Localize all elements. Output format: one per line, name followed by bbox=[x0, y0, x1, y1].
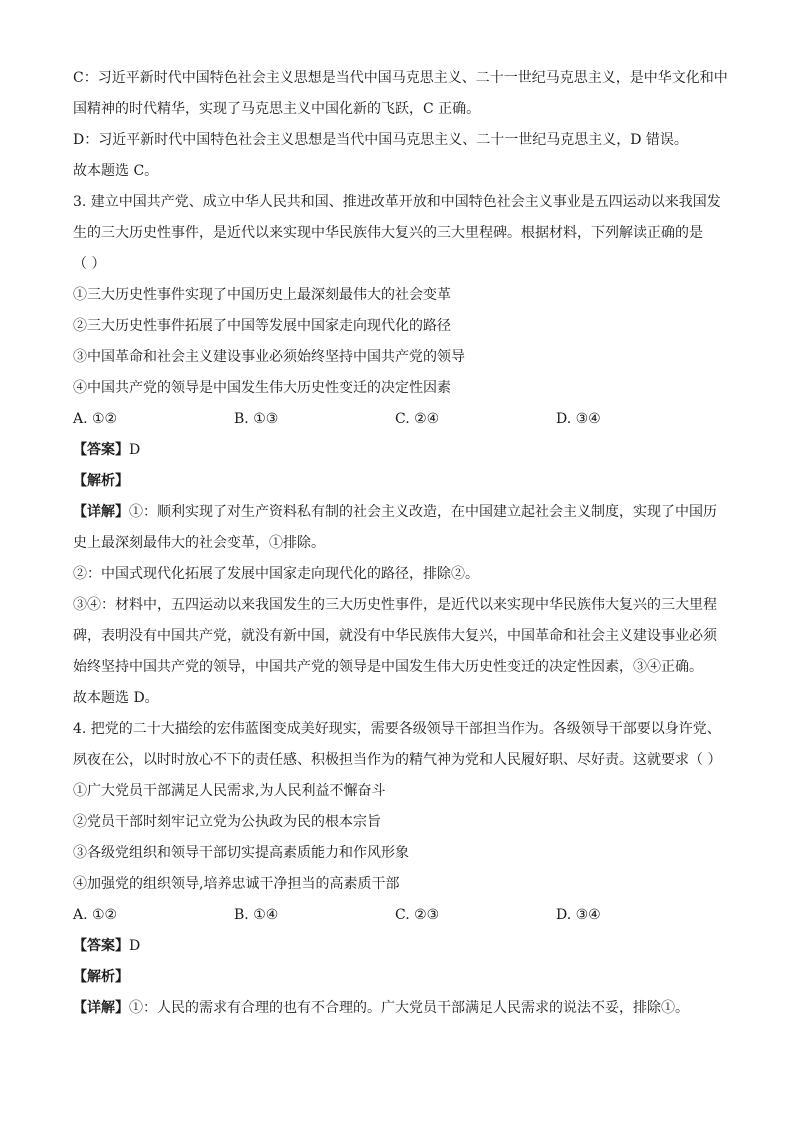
q4-stem-line2: 夙夜在公，以时时放心不下的责任感、积极担当作为的精气神为党和人民履好职、尽好责。这就要求（ ） bbox=[73, 752, 722, 768]
q3-detail-line6: 始终坚持中国共产党的领导，中国共产党的领导是中国发生伟大历史性变迁的决定性因素，③④正确。 bbox=[73, 659, 703, 675]
q4-detail-line1 bbox=[73, 993, 733, 1024]
document-page bbox=[73, 63, 733, 1024]
q3-option-a: A. ①② bbox=[73, 411, 118, 427]
prev-option-c-line2: 国精神的时代精华，实现了马克思主义中国化新的飞跃，C 正确。 bbox=[73, 101, 481, 117]
q3-analysis-label: 【解析】 bbox=[73, 473, 129, 489]
q3-statement-3: ③中国革命和社会主义建设事业必须始终坚持中国共产党的领导 bbox=[73, 349, 465, 365]
q4-statement-2: ②党员干部时刻牢记立党为公执政为民的根本宗旨 bbox=[73, 814, 381, 830]
q4-answer-value: D bbox=[129, 938, 141, 954]
q4-option-b: B. ①④ bbox=[234, 907, 279, 923]
q3-statement-2: ②三大历史性事件拓展了中国等发展中国家走向现代化的路径 bbox=[73, 318, 451, 334]
q3-detail-line3: ②：中国式现代化拓展了发展中国家走向现代化的路径，排除②。 bbox=[73, 566, 479, 582]
q3-conclusion: 故本题选 D。 bbox=[73, 690, 159, 706]
q3-stem-line1: 3. 建立中国共产党、成立中华人民共和国、推进改革开放和中国特色社会主义事业是五四运动以来我国发 bbox=[73, 194, 721, 210]
q3-analysis bbox=[73, 466, 733, 497]
prev-option-c-line1: C：习近平新时代中国特色社会主义思想是当代中国马克思主义、二十一世纪马克思主义，是中华文化和中 bbox=[73, 70, 728, 86]
q3-detail-label: 【详解】 bbox=[73, 504, 129, 520]
q3-answer-label: 【答案】 bbox=[73, 442, 129, 458]
q4-option-a: A. ①② bbox=[73, 907, 118, 923]
q3-answer bbox=[73, 435, 733, 466]
q4-statement-1: ①广大党员干部满足人民需求,为人民利益不懈奋斗 bbox=[73, 783, 386, 799]
q4-statement-3: ③各级党组织和领导干部切实提高素质能力和作风形象 bbox=[73, 845, 409, 861]
q3-stem-line3: （ ） bbox=[73, 256, 106, 272]
q4-detail-text1: ①：人民的需求有合理的也有不合理的。广大党员干部满足人民需求的说法不妥，排除①。 bbox=[129, 1000, 689, 1016]
q3-options bbox=[73, 404, 733, 435]
q3-detail-line4: ③④：材料中，五四运动以来我国发生的三大历史性事件，是近代以来实现中华民族伟大复兴的三大里程 bbox=[73, 597, 717, 613]
q4-statement-4: ④加强党的组织领导,培养忠诚干净担当的高素质干部 bbox=[73, 876, 400, 892]
q4-option-c: C. ②③ bbox=[395, 907, 440, 923]
q4-answer-label: 【答案】 bbox=[73, 938, 129, 954]
prev-option-d: D：习近平新时代中国特色社会主义思想是当代中国马克思主义、二十一世纪马克思主义，D 错误。 bbox=[73, 132, 688, 148]
prev-conclusion: 故本题选 C。 bbox=[73, 163, 159, 179]
q3-detail-line5: 碑，表明没有中国共产党，就没有新中国，就没有中华民族伟大复兴，中国革命和社会主义建设事业必须 bbox=[73, 628, 717, 644]
q3-statement-4: ④中国共产党的领导是中国发生伟大历史性变迁的决定性因素 bbox=[73, 380, 451, 396]
q3-detail-text1: ①：顺利实现了对生产资料私有制的社会主义改造，在中国建立起社会主义制度，实现了中国历 bbox=[129, 504, 717, 520]
q4-stem-line1: 4. 把党的二十大描绘的宏伟蓝图变成美好现实，需要各级领导干部担当作为。各级领导干部要以身许党、 bbox=[73, 721, 721, 737]
q3-option-d: D. ③④ bbox=[556, 411, 601, 427]
q4-option-d: D. ③④ bbox=[556, 907, 601, 923]
q3-stem-line2: 生的三大历史性事件，是近代以来实现中华民族伟大复兴的三大里程碑。根据材料，下列解读正确的是 bbox=[73, 225, 703, 241]
q3-statement-1: ①三大历史性事件实现了中国历史上最深刻最伟大的社会变革 bbox=[73, 287, 451, 303]
q3-detail-line1 bbox=[73, 497, 733, 528]
q4-detail-label: 【详解】 bbox=[73, 1000, 129, 1016]
q3-option-c: C. ②④ bbox=[395, 411, 440, 427]
q3-answer-value: D bbox=[129, 442, 141, 458]
q4-analysis-label: 【解析】 bbox=[73, 969, 129, 985]
q4-options bbox=[73, 900, 733, 931]
q4-analysis bbox=[73, 962, 733, 993]
q3-detail-line2: 史上最深刻最伟大的社会变革，①排除。 bbox=[73, 535, 325, 551]
q3-option-b: B. ①③ bbox=[234, 411, 279, 427]
q4-answer bbox=[73, 931, 733, 962]
